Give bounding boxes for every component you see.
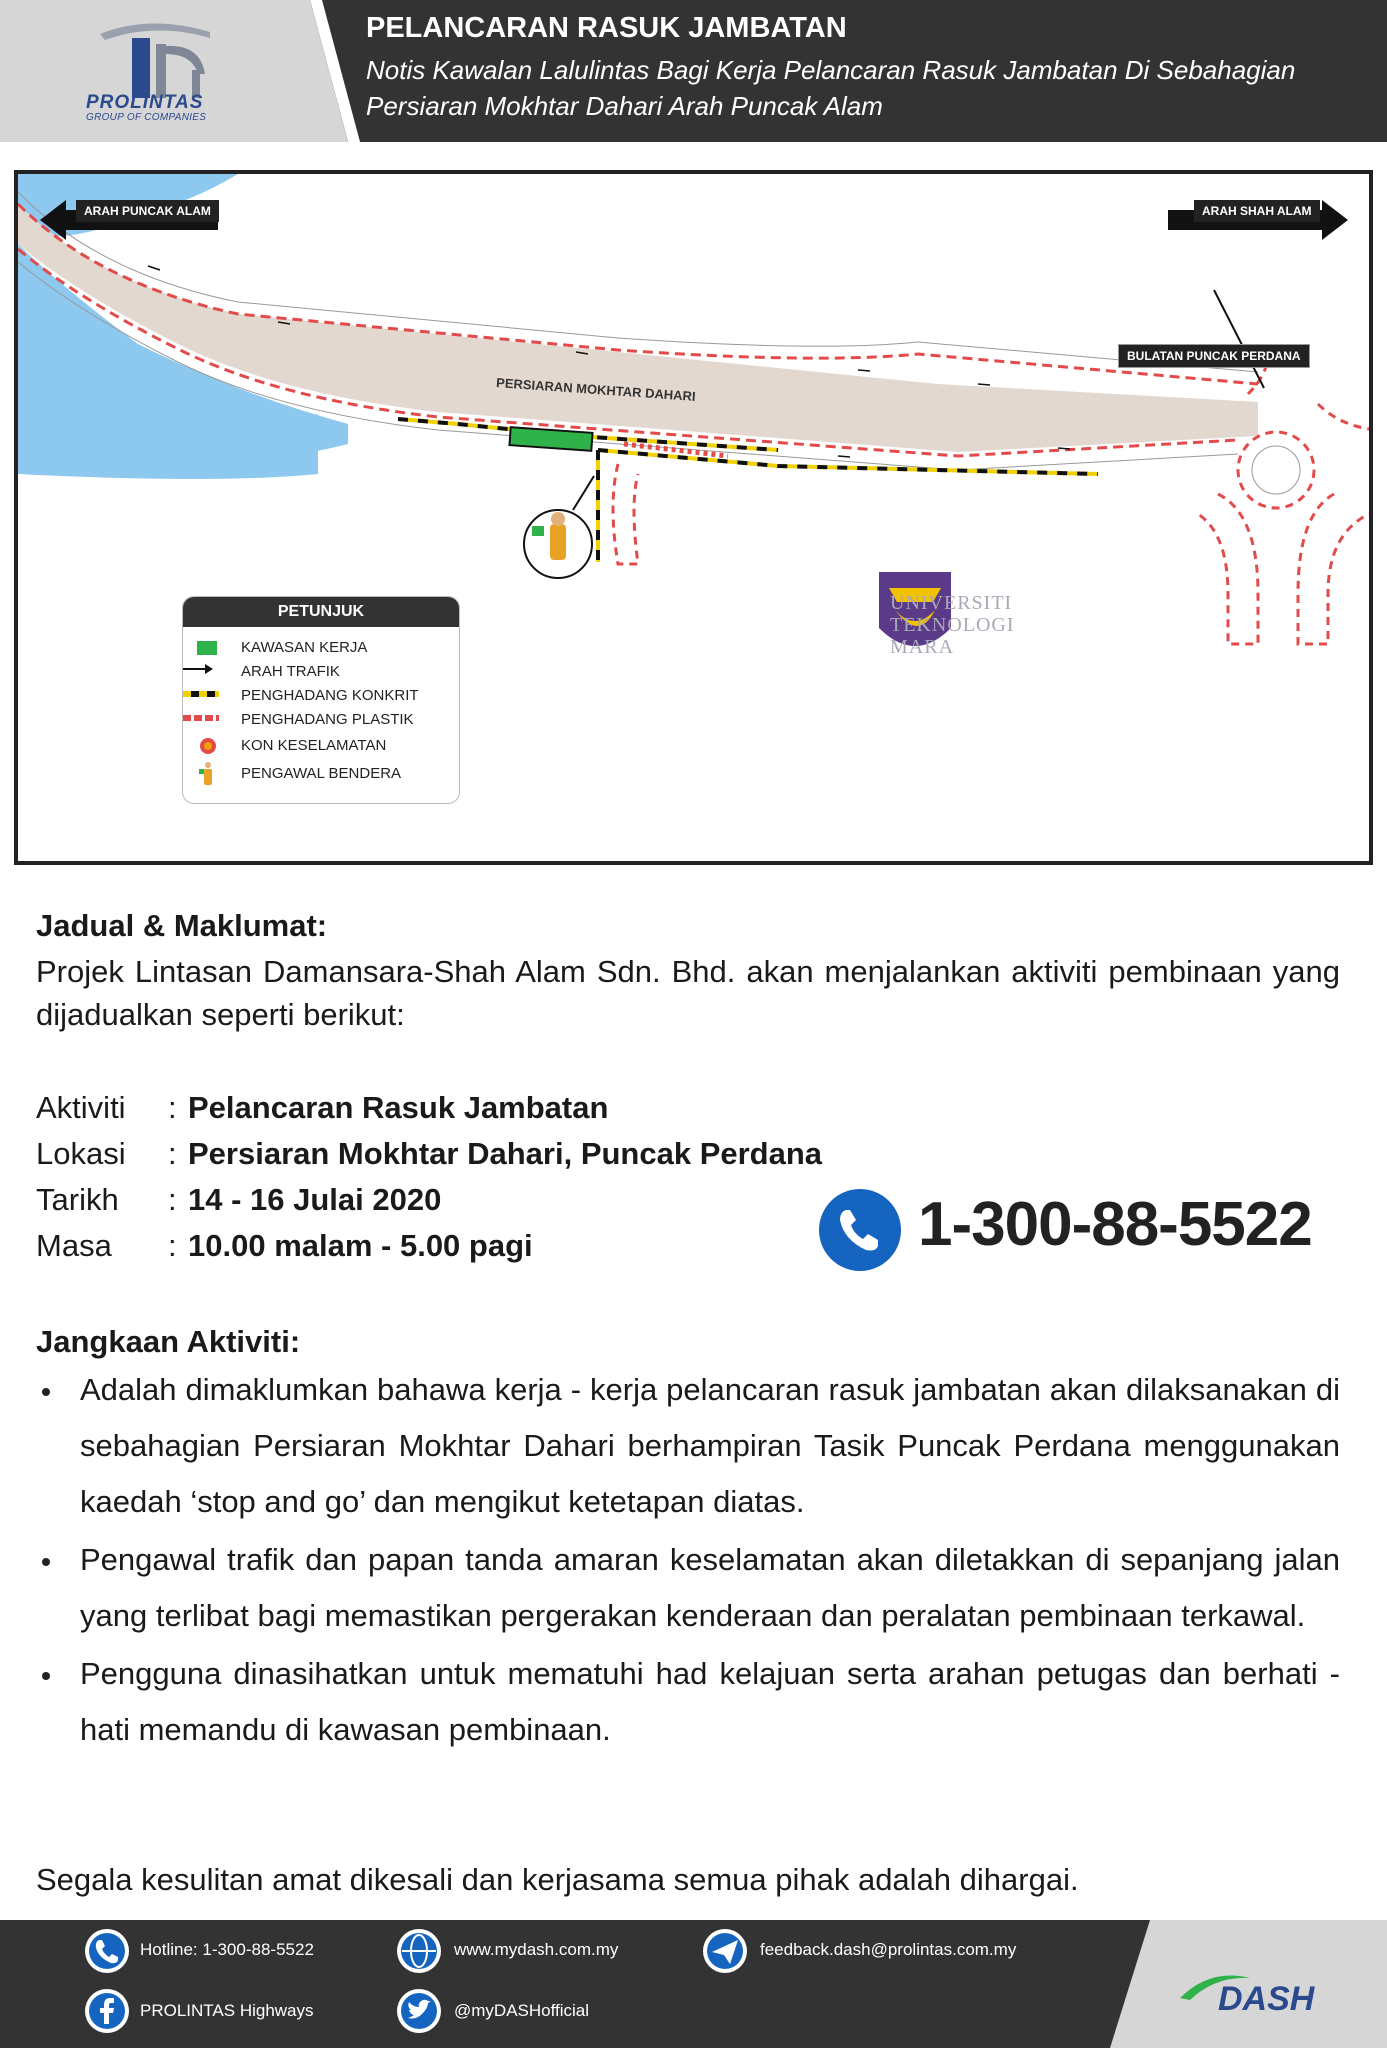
footer-email-link[interactable]: feedback.dash@prolintas.com.my	[760, 1940, 1017, 1959]
footer-hotline[interactable]: Hotline: 1-300-88-5522	[140, 1940, 314, 1959]
schedule-heading: Jadual & Maklumat:	[36, 908, 328, 943]
arrow-icon	[183, 663, 213, 675]
left-direction-label: ARAH PUNCAK ALAM	[76, 200, 219, 222]
twitter-icon	[396, 1988, 442, 2034]
cone-icon	[199, 737, 217, 755]
facebook-icon	[84, 1988, 130, 2034]
schedule-value: 10.00 malam - 5.00 pagi	[188, 1228, 533, 1263]
mail-icon	[702, 1928, 748, 1974]
brand-name: PROLINTAS	[86, 92, 204, 113]
schedule-value: Pelancaran Rasuk Jambatan	[188, 1090, 609, 1125]
hotline-number: 1-300-88-5522	[918, 1190, 1312, 1259]
legend-title: PETUNJUK	[183, 597, 459, 627]
roundabout-label: BULATAN PUNCAK PERDANA	[1118, 344, 1310, 368]
schedule-key: Aktiviti	[36, 1090, 126, 1125]
hotline-icon	[84, 1928, 130, 1974]
legend-item: ARAH TRAFIK	[241, 663, 340, 680]
schedule-value: Persiaran Mokhtar Dahari, Puncak Perdana	[188, 1136, 823, 1171]
traffic-map	[14, 170, 1373, 865]
schedule-separator: :	[168, 1090, 177, 1125]
phone-icon	[818, 1188, 902, 1272]
schedule-separator: :	[168, 1228, 177, 1263]
page-subtitle: Notis Kawalan Lalulintas Bagi Kerja Pelancaran Rasuk Jambatan Di Sebahagian Persiaran Mokhtar Dahari Arah Puncak Alam	[366, 55, 1296, 121]
list-item: Pengguna dinasihatkan untuk mematuhi had kelajuan serta arahan petugas dan berhati - hati memandu di kawasan pembinaan.	[36, 1646, 1340, 1758]
legend-item: PENGHADANG KONKRIT	[241, 687, 419, 704]
legend-item: KAWASAN KERJA	[241, 639, 368, 656]
schedule-intro: Projek Lintasan Damansara-Shah Alam Sdn. Bhd. akan menjalankan aktiviti pembinaan yang dijadualkan seperti berikut:	[36, 954, 1340, 1032]
brand-subtitle: GROUP OF COMPANIES	[86, 112, 207, 123]
legend-item: KON KESELAMATAN	[241, 737, 387, 754]
list-item: Pengawal trafik dan papan tanda amaran keselamatan akan diletakkan di sepanjang jalan yang terlibat bagi memastikan pergerakan kenderaan dan peralatan pembinaan terkawal.	[36, 1532, 1340, 1644]
footer-facebook-link[interactable]: PROLINTAS Highways	[140, 2001, 314, 2020]
dash-logo: DASH	[1218, 1980, 1315, 2018]
uitm-line-2: TEKNOLOGI	[890, 614, 1015, 636]
schedule-key: Tarikh	[36, 1182, 119, 1217]
map-legend	[182, 596, 460, 804]
flagman-icon	[199, 761, 217, 787]
list-item: Adalah dimaklumkan bahawa kerja - kerja pelancaran rasuk jambatan akan dilaksanakan di sebahagian Persiaran Mokhtar Dahari berhampiran Tasik Puncak Perdana menggunakan kaedah ‘stop and go’ dan mengikut ketetapan diatas.	[36, 1362, 1340, 1530]
uitm-line-1: UNIVERSITI	[890, 592, 1013, 614]
right-direction-label: ARAH SHAH ALAM	[1194, 200, 1320, 222]
side-road	[613, 464, 638, 564]
road-name-label: PERSIARAN MOKHTAR DAHARI	[495, 375, 697, 404]
footer-twitter-link[interactable]: @myDASHofficial	[454, 2001, 590, 2020]
uitm-wordmark	[890, 592, 1015, 658]
legend-item: PENGAWAL BENDERA	[241, 765, 402, 782]
work-zone-square-icon	[197, 641, 217, 655]
schedule-separator: :	[168, 1182, 177, 1217]
schedule-value: 14 - 16 Julai 2020	[188, 1182, 442, 1217]
schedule-key: Lokasi	[36, 1136, 126, 1171]
globe-icon	[396, 1928, 442, 1974]
expectation-heading: Jangkaan Aktiviti:	[36, 1324, 301, 1359]
footer-website-link[interactable]: www.mydash.com.my	[454, 1940, 619, 1959]
schedule-key: Masa	[36, 1228, 112, 1263]
schedule-separator: :	[168, 1136, 177, 1171]
expectation-list	[36, 1362, 1340, 1760]
plastic-barrier-icon	[183, 713, 219, 723]
work-zone	[509, 427, 592, 451]
page-title: PELANCARAN RASUK JAMBATAN	[366, 12, 847, 44]
uitm-line-3: MARA	[890, 636, 955, 658]
closing-note: Segala kesulitan amat dikesali dan kerjasama semua pihak adalah dihargai.	[36, 1862, 1079, 1897]
legend-item: PENGHADANG PLASTIK	[241, 711, 414, 728]
concrete-barrier-icon	[183, 689, 219, 699]
